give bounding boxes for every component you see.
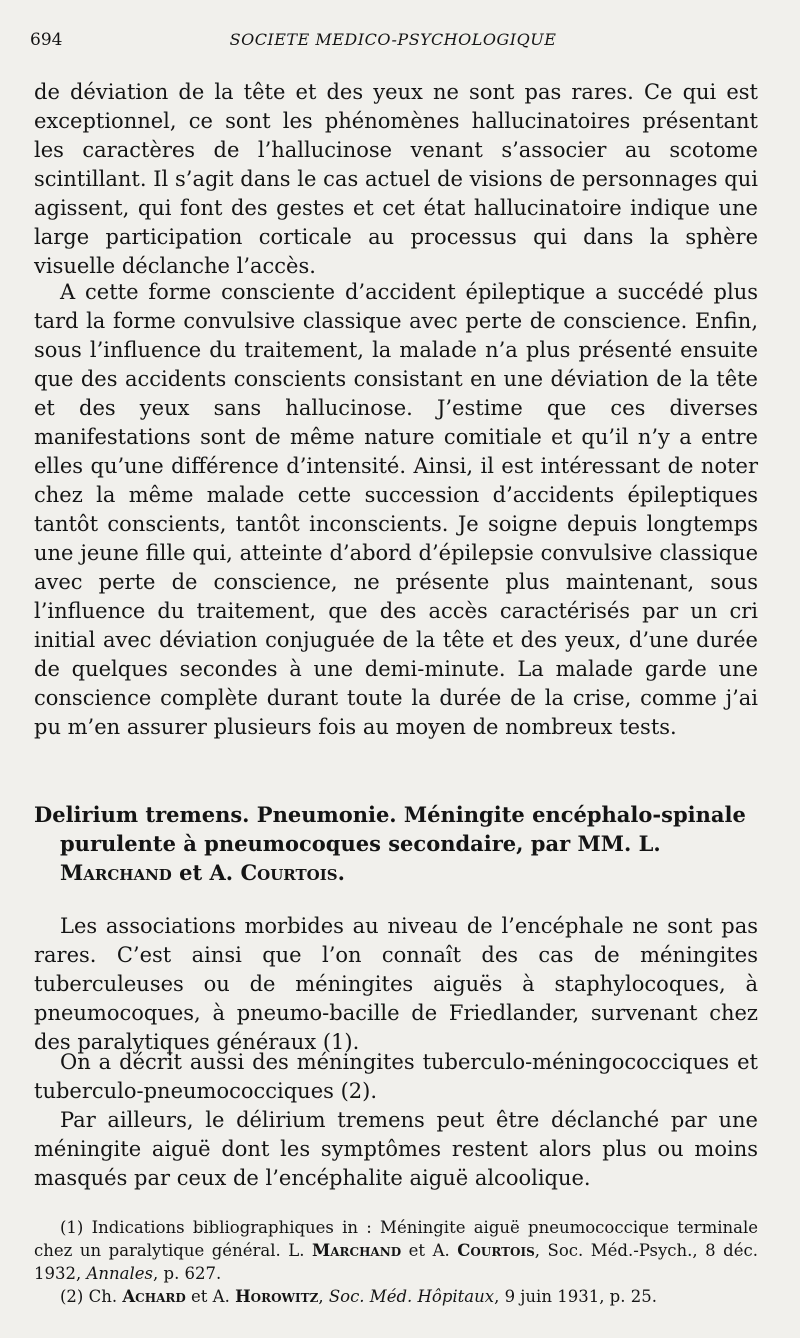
paragraph-text: A cette forme consciente d’accident épileptique a succédé plus tard la forme convulsive classique avec perte de conscience. Enfin, sous l’influence du traitement, la malade n’a plus présenté ensuite que des accidents conscients consistant en une déviation de la tête et des yeux sans hallucinose. J’estime que ces diverses manifestations sont de même nature comitiale et qu’il n’y a entre elles qu’une différence d’intensité. Ainsi, il est intéressant de noter chez la même malade cette succession d’accidents épileptiques tantôt conscients, tantôt inconscients. Je soigne depuis longtemps une jeune fille qui, atteinte d’abord d’épilepsie convulsive classique avec perte de conscience, ne présente plus maintenant, sous l’influence du traitement, que des accès caractérisés par un cri initial avec déviation conjuguée de la tête et des yeux, d’une durée de quelques secondes à une demi-minute. La malade garde une conscience complète durant toute la durée de la crise, comme j’ai pu m’en assurer plusieurs fois au moyen de nombreux tests. [34, 280, 758, 739]
author-name: Courtois [240, 860, 338, 885]
heading-end: . [337, 860, 345, 885]
journal-title: Annales [86, 1264, 154, 1283]
paragraph-text: On a décrit aussi des méningites tuberculo-méningococciques et tuberculo-pneumococciques (2). [34, 1050, 758, 1103]
footnotes [34, 1216, 758, 1308]
footnote-text: (1) Indications bibliographiques in : Méningite aiguë pneumococcique terminale chez un paralytique général. L. [34, 1218, 758, 1260]
author-name: Achard [122, 1287, 186, 1306]
footnote-text: (2) Ch. [60, 1287, 118, 1306]
footnote-text: , 9 juin 1931, p. 25. [494, 1287, 657, 1306]
body-paragraph-5 [34, 1106, 758, 1193]
author-name: Marchand [311, 1241, 402, 1260]
paragraph-text: de déviation de la tête et des yeux ne sont pas rares. Ce qui est exceptionnel, ce sont les phénomènes hallucinatoires présentant les caractères de l’hallucinose venant s’associer au scotome scintillant. Il s’agit dans le cas actuel de visions de personnages qui agissent, qui font des gestes et cet état hallucinatoire indique une large participation corticale au processus qui dans la sphère visuelle déclanche l’accès. [34, 80, 758, 278]
body-paragraph-1 [34, 78, 758, 281]
body-paragraph-3 [34, 912, 758, 1057]
heading-line-1: Delirium tremens. Pneumonie. Méningite encéphalo-spinale [34, 802, 746, 827]
article-heading [34, 800, 764, 887]
body-paragraph-4 [34, 1048, 758, 1106]
footnote-text: , [318, 1287, 324, 1306]
journal-title: Soc. Méd. Hôpitaux [328, 1287, 495, 1306]
page-number: 694 [30, 30, 63, 50]
body-paragraph-2 [34, 278, 758, 742]
footnote-1 [34, 1216, 758, 1285]
author-name: Horowitz [235, 1287, 319, 1306]
author-name: Courtois [457, 1241, 535, 1260]
author-name: Marchand [60, 860, 172, 885]
footnote-text: et A. [191, 1287, 230, 1306]
heading-connector: et A. [179, 860, 234, 885]
running-title: SOCIETE MEDICO-PSYCHOLOGIQUE [229, 30, 557, 49]
footnote-text: , Soc. Méd.-Psych., 8 déc. 1932, [34, 1241, 758, 1283]
heading-line-2: purulente à pneumocoques secondaire, par MM. L. [60, 831, 661, 856]
footnote-text: , p. 627. [153, 1264, 222, 1283]
paragraph-text: Les associations morbides au niveau de l’encéphale ne sont pas rares. C’est ainsi que l’on connaît des cas de méningites tuberculeuses ou de méningites aiguës à staphylocoques, à pneumocoques, à pneumo-bacille de Friedlander, survenant chez des paralytiques généraux (1). [34, 914, 758, 1054]
paragraph-text: Par ailleurs, le délirium tremens peut être déclanché par une méningite aiguë dont les symptômes restent alors plus ou moins masqués par ceux de l’encéphalite aiguë alcoolique. [34, 1108, 758, 1190]
heading-continuation [34, 829, 764, 887]
footnote-2 [34, 1285, 758, 1308]
page-header [30, 30, 756, 54]
footnote-text: et A. [408, 1241, 450, 1260]
